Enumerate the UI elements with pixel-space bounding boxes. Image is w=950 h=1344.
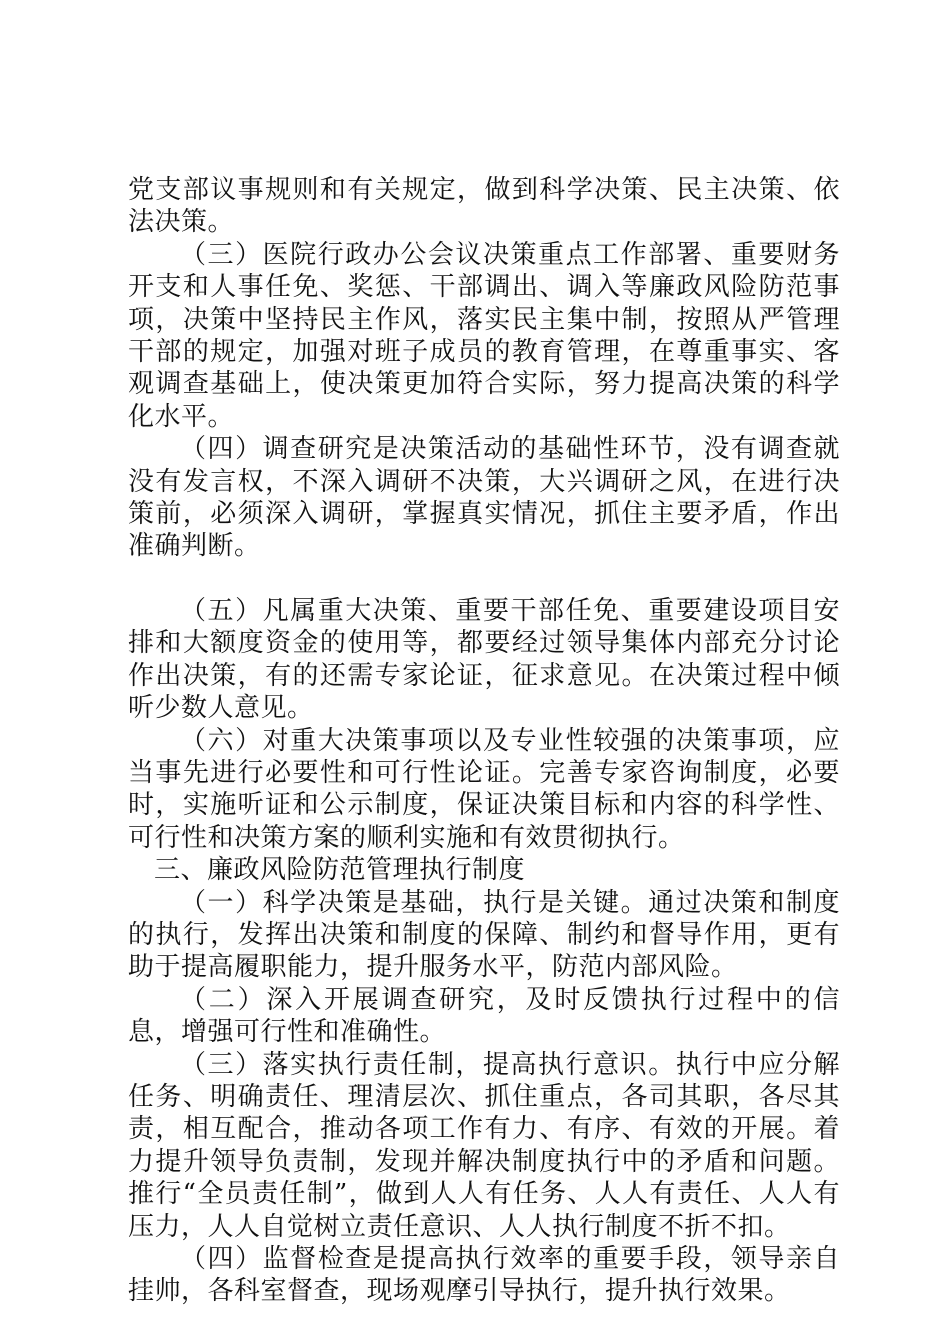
paragraph-exec-4: （四）监督检查是提高执行效率的重要手段，领导亲自挂帅，各科室督查，现场观摩引导执行，提升执行效果。 <box>128 1244 840 1307</box>
document-body <box>128 174 840 1308</box>
paragraph-item-4: （四）调查研究是决策活动的基础性环节，没有调查就没有发言权，不深入调研不决策，大兴调研之风，在进行决策前，必须深入调研，掌握真实情况，抓住主要矛盾，作出准确判断。 <box>128 434 840 562</box>
paragraph-exec-1: （一）科学决策是基础，执行是关键。通过决策和制度的执行，发挥出决策和制度的保障、制约和督导作用，更有助于提高履职能力，提升服务水平，防范内部风险。 <box>128 887 840 983</box>
paragraph-exec-2: （二）深入开展调查研究，及时反馈执行过程中的信息，增强可行性和准确性。 <box>128 984 840 1048</box>
paragraph-item-6: （六）对重大决策事项以及专业性较强的决策事项，应当事先进行必要性和可行性论证。完善专家咨询制度，必要时，实施听证和公示制度，保证决策目标和内容的科学性、可行性和决策方案的顺利实施和有效贯彻执行。 <box>128 725 840 853</box>
paragraph-item-3: （三）医院行政办公会议决策重点工作部署、重要财务开支和人事任免、奖惩、干部调出、调入等廉政风险防范事项，决策中坚持民主作风，落实民主集中制，按照从严管理干部的规定，加强对班子成员的教育管理，在尊重事实、客观调查基础上，使决策更加符合实际，努力提高决策的科学化水平。 <box>128 239 840 432</box>
paragraph-continuation: 党支部议事规则和有关规定，做到科学决策、民主决策、依法决策。 <box>128 175 840 238</box>
paragraph-exec-3: （三）落实执行责任制，提高执行意识。执行中应分解任务、明确责任、理清层次、抓住重点，各司其职，各尽其责，相互配合，推动各项工作有力、有序、有效的开展。着力提升领导负责制，发现并解决制度执行中的矛盾和问题。推行“全员责任制”，做到人人有任务、人人有责任、人人有压力，人人自觉树立责任意识、人人执行制度不折不扣。 <box>128 1049 840 1242</box>
paragraph-item-5: （五）凡属重大决策、重要干部任免、重要建设项目安排和大额度资金的使用等，都要经过领导集体内部充分讨论作出决策，有的还需专家论证，征求意见。在决策过程中倾听少数人意见。 <box>128 595 840 724</box>
section-heading-3: 三、廉政风险防范管理执行制度 <box>154 855 526 886</box>
